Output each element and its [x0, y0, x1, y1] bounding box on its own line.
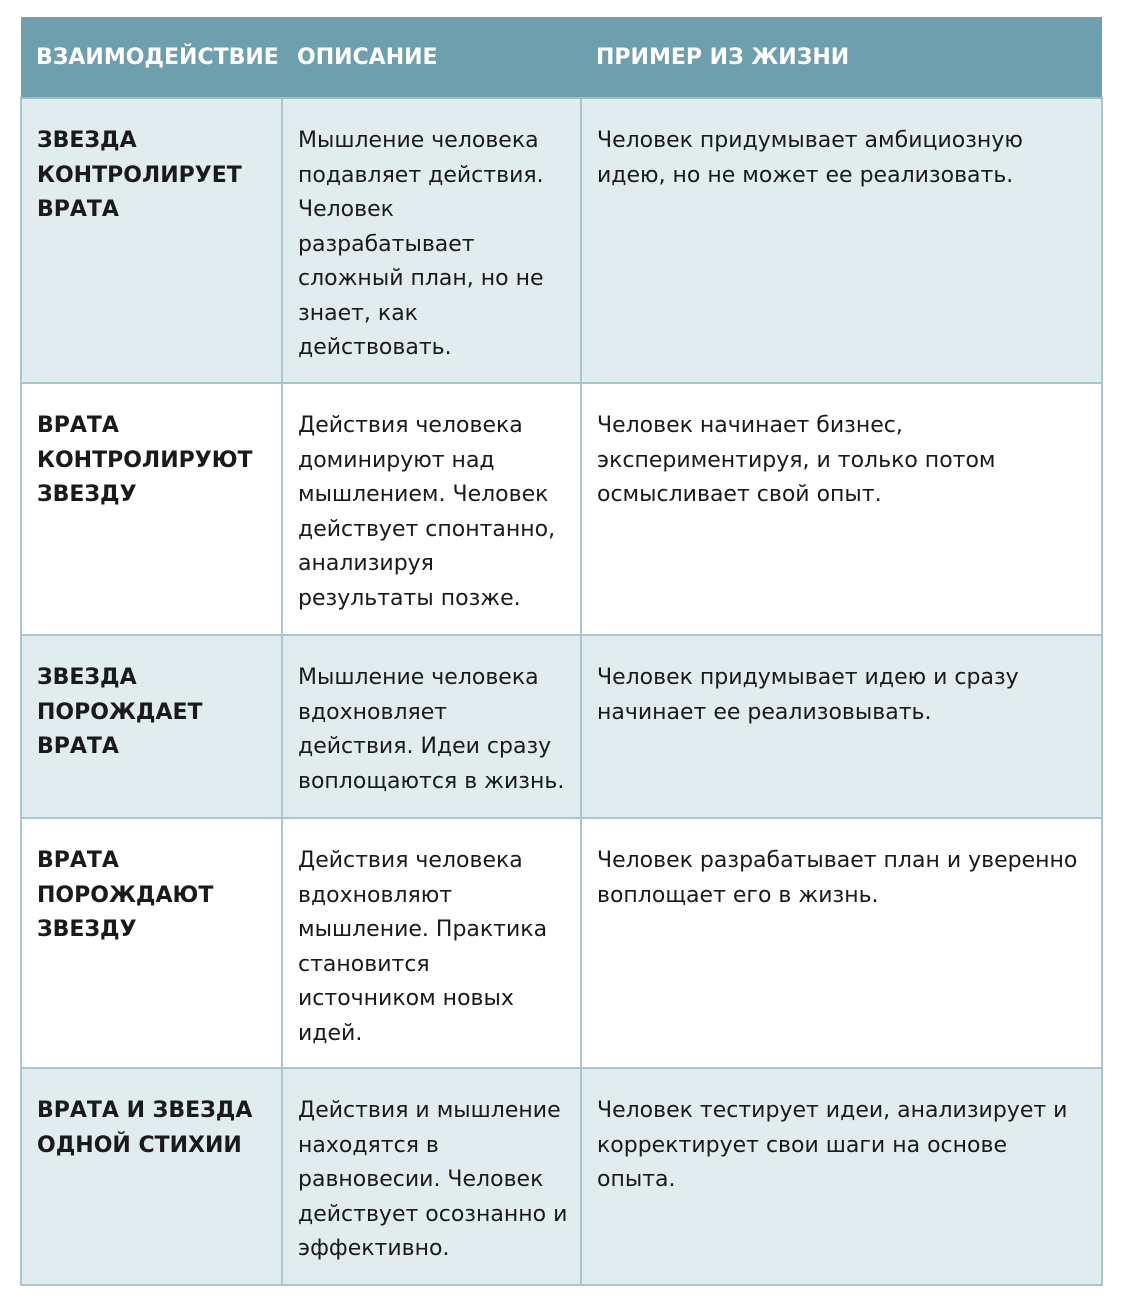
description-cell [282, 635, 581, 818]
description-text: Мышление человека подавляет действия. Человек разрабатывает сложный план, но не знает, как действовать. [298, 128, 544, 360]
example-cell [581, 98, 1102, 383]
interaction-text: ЗВЕЗДА ПОРОЖДАЕТ ВРАТА [37, 665, 203, 759]
interaction-text: ЗВЕЗДА КОНТРОЛИРУЕТ ВРАТА [37, 128, 242, 222]
header-example: ПРИМЕР ИЗ ЖИЗНИ [581, 17, 1102, 98]
interaction-text: ВРАТА ПОРОЖДАЮТ ЗВЕЗДУ [37, 848, 214, 942]
interaction-cell [21, 383, 282, 635]
table-row [21, 1068, 1102, 1285]
description-cell [282, 1068, 581, 1285]
example-text: Человек разрабатывает план и уверенно воплощает его в жизнь. [597, 848, 1078, 908]
interaction-cell [21, 818, 282, 1068]
description-cell [282, 818, 581, 1068]
example-cell [581, 818, 1102, 1068]
interaction-table [20, 17, 1103, 1286]
description-text: Мышление человека вдохновляет действия. Идеи сразу воплощаются в жизнь. [298, 665, 565, 794]
table-row [21, 818, 1102, 1068]
header-interaction: ВЗАИМОДЕЙСТВИЕ [21, 17, 282, 98]
header-row [21, 17, 1102, 98]
example-text: Человек начинает бизнес, экспериментируя, и только потом осмысливает свой опыт. [597, 413, 996, 507]
description-cell [282, 383, 581, 635]
table-header [21, 17, 1102, 98]
table-row [21, 98, 1102, 383]
interaction-cell [21, 1068, 282, 1285]
interaction-text: ВРАТА КОНТРОЛИРУЮТ ЗВЕЗДУ [37, 413, 253, 507]
interaction-cell [21, 98, 282, 383]
example-cell [581, 1068, 1102, 1285]
example-cell [581, 383, 1102, 635]
table-body [21, 98, 1102, 1285]
table-row [21, 383, 1102, 635]
description-text: Действия человека вдохновляют мышление. Практика становится источником новых идей. [298, 848, 548, 1046]
description-text: Действия и мышление находятся в равновесии. Человек действует осознанно и эффективно. [298, 1098, 568, 1261]
example-cell [581, 635, 1102, 818]
table-row [21, 635, 1102, 818]
interaction-table-container [20, 17, 1101, 1286]
description-text: Действия человека доминируют над мышлением. Человек действует спонтанно, анализируя результаты позже. [298, 413, 556, 611]
example-text: Человек придумывает идею и сразу начинает ее реализовывать. [597, 665, 1019, 725]
example-text: Человек придумывает амбициозную идею, но не может ее реализовать. [597, 128, 1023, 188]
interaction-cell [21, 635, 282, 818]
example-text: Человек тестирует идеи, анализирует и корректирует свои шаги на основе опыта. [597, 1098, 1068, 1192]
description-cell [282, 98, 581, 383]
header-description: ОПИСАНИЕ [282, 17, 581, 98]
interaction-text: ВРАТА И ЗВЕЗДА ОДНОЙ СТИХИИ [37, 1098, 253, 1158]
